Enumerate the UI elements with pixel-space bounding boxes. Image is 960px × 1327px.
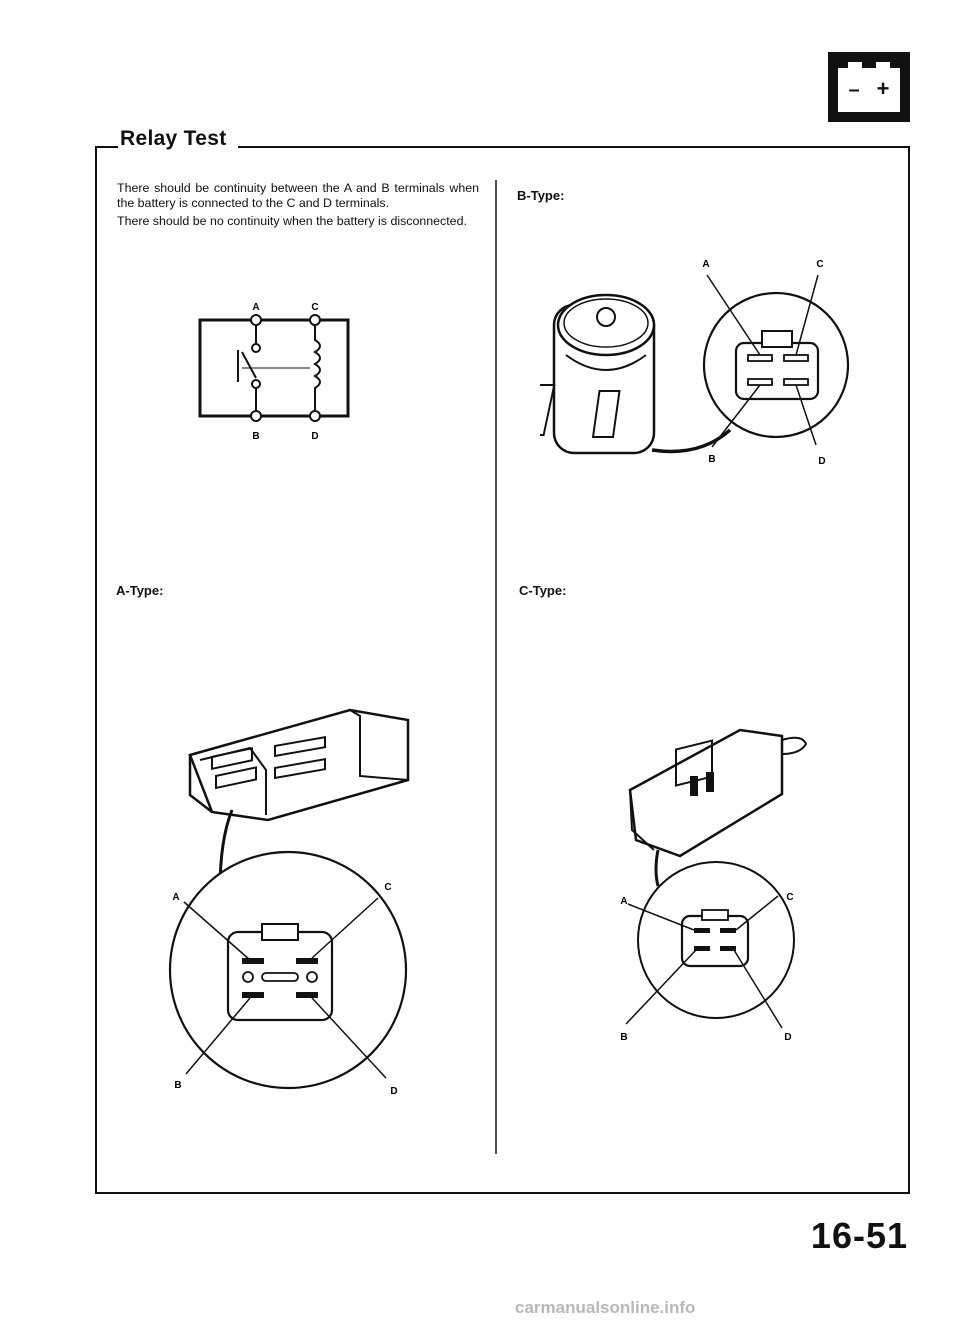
b-type-terminal-b: B: [708, 454, 716, 465]
c-type-label: C-Type:: [519, 583, 567, 598]
a-type-terminal-b: B: [174, 1080, 182, 1091]
section-title: Relay Test: [120, 127, 227, 150]
a-type-terminal-c: C: [384, 882, 392, 893]
b-type-terminal-a: A: [702, 259, 710, 270]
b-type-terminal-c: C: [816, 259, 824, 270]
a-type-label: A-Type:: [116, 583, 164, 598]
instruction-continuity: There should be continuity between the A and B terminals when the battery is connected to the C and D terminals.: [117, 181, 479, 210]
schematic-pin-d-label: D: [311, 431, 319, 442]
instruction-no-continuity: There should be no continuity when the battery is disconnected.: [117, 214, 467, 228]
c-type-terminal-b: B: [620, 1032, 628, 1043]
a-type-terminal-d: D: [390, 1086, 398, 1097]
b-type-label: B-Type:: [517, 188, 565, 203]
b-type-terminal-d: D: [818, 456, 826, 467]
c-type-terminal-a: A: [620, 896, 628, 907]
battery-minus-sign: –: [848, 79, 860, 101]
watermark: carmanualsonline.info: [515, 1298, 696, 1317]
instructions: [117, 181, 479, 232]
battery-plus-sign: +: [876, 76, 890, 101]
c-type-terminal-c: C: [786, 892, 794, 903]
page-number: 16-51: [810, 1215, 908, 1256]
schematic-pin-b-label: B: [252, 431, 260, 442]
battery-icon: [828, 52, 910, 122]
schematic-pin-a-label: A: [252, 302, 260, 313]
c-type-terminal-d: D: [784, 1032, 792, 1043]
a-type-terminal-a: A: [172, 892, 180, 903]
relay-schematic: [190, 296, 360, 446]
schematic-pin-c-label: C: [311, 302, 319, 313]
c-type-relay-illustration: [610, 710, 820, 1060]
b-type-relay-illustration: [540, 245, 870, 475]
a-type-relay-illustration: [150, 690, 450, 1110]
